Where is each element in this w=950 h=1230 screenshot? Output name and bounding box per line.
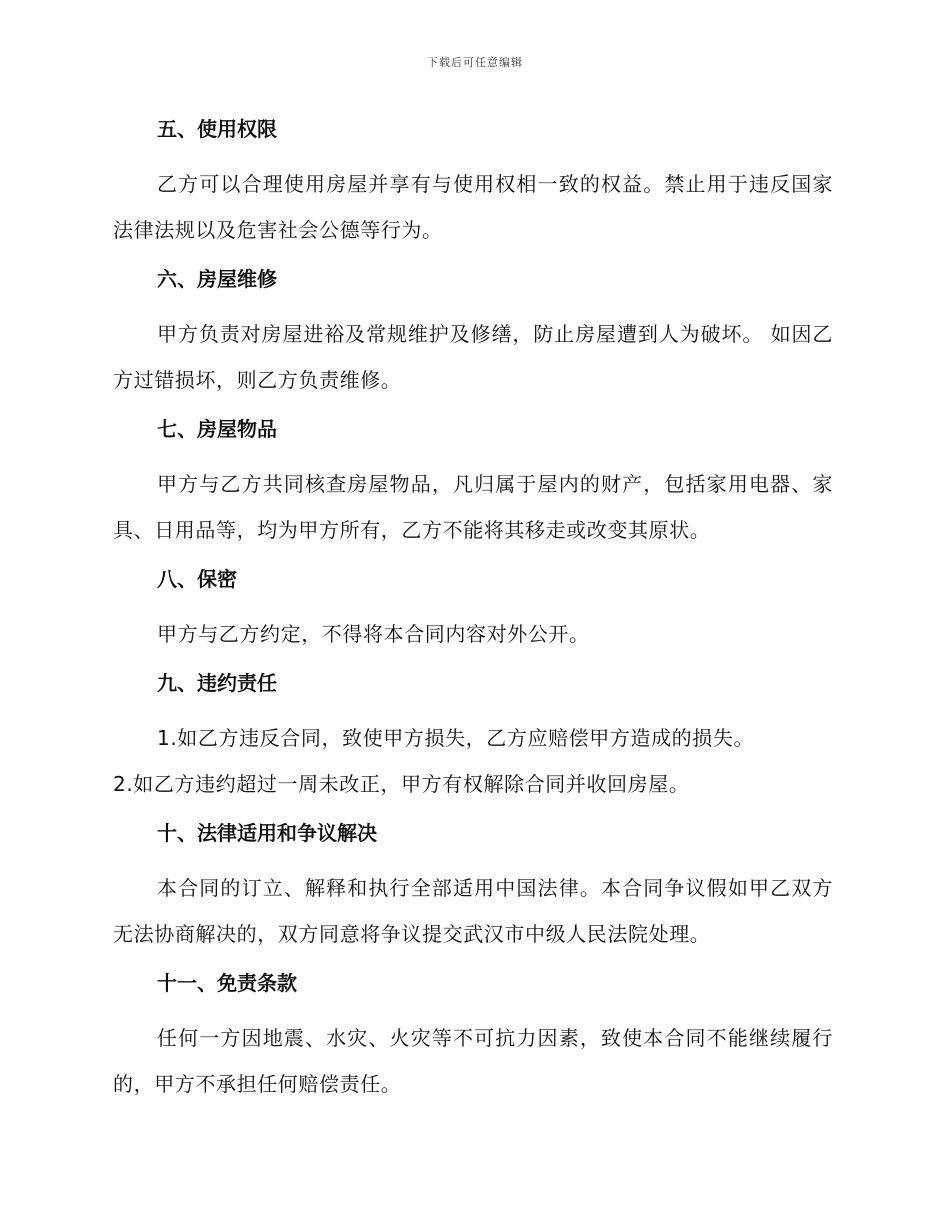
document-body [113,114,833,1118]
section-10-title: 十、法律适用和争议解决 [157,821,377,845]
section-8-body: 甲方与乙方约定，不得将本合同内容对外公开。 [157,622,590,646]
section-5-body: 乙方可以合理使用房屋并享有与使用权相一致的权益。禁止用于违反国家法律法规以及危害社会公德等行为。 [113,172,833,242]
page-header: 下载后可任意编辑 [427,56,523,69]
section-11-title: 十一、免责条款 [157,971,297,995]
section-10-body: 本合同的订立、解释和执行全部适用中国法律。本合同争议假如甲乙双方无法协商解决的，双方同意将争议提交武汉市中级人民法院处理。 [113,876,833,946]
section-9-item-2: 2.如乙方违约超过一周未改正，甲方有权解除合同并收回房屋。 [113,772,690,796]
section-7-title: 七、房屋物品 [157,417,277,441]
section-8-title: 八、保密 [157,567,237,591]
section-9-list [113,715,833,807]
section-11-body: 任何一方因地震、水灾、火灾等不可抗力因素，致使本合同不能继续履行的，甲方不承担任何赔偿责任。 [113,1026,833,1096]
section-9-title: 九、违约责任 [157,671,277,695]
section-9-item-1: 1.如乙方违反合同，致使甲方损失，乙方应赔偿甲方造成的损失。 [157,726,755,750]
section-6-title: 六、房屋维修 [157,267,277,291]
section-7-body: 甲方与乙方共同核查房屋物品，凡归属于屋内的财产，包括家用电器、家具、日用品等，均为甲方所有，乙方不能将其移走或改变其原状。 [113,472,833,542]
section-6-body: 甲方负责对房屋进裕及常规维护及修缮，防止房屋遭到人为破坏。 如因乙方过错损坏，则乙方负责维修。 [113,322,833,392]
section-5-title: 五、使用权限 [157,117,277,141]
